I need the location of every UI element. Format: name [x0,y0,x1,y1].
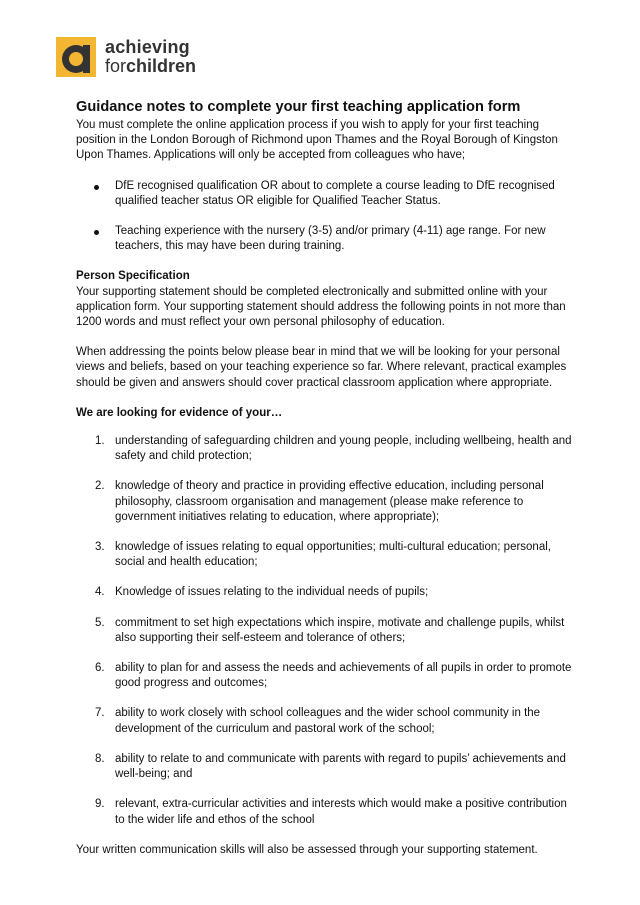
evidence-list [76,434,576,828]
logo-line-2-bold: children [126,56,197,76]
item-number: 6. [95,662,105,675]
item-number: 2. [95,480,105,493]
bullet-icon [94,185,99,190]
bullet-text: Teaching experience with the nursery (3-5) and/or primary (4-11) age range. For new teachers, this may have been during training. [115,225,546,253]
bullet-text: DfE recognised qualification OR about to complete a course leading to DfE recognised qualified teacher status OR eligible for Qualified Teacher Status. [115,179,555,207]
intro-paragraph: You must complete the online application process if you wish to apply for your first teaching position in the London Borough of Richmond upon Thames and the Royal Borough of Kingston Upon Thames. Applications will only be accepted from colleagues who have; [76,119,558,162]
item-number: 7. [95,707,105,720]
item-text: ability to relate to and communicate with parents with regard to pupils’ achievements and well-being; and [115,752,566,781]
list-item [76,661,576,691]
achieving-for-children-logo-icon [56,37,96,77]
item-text: commitment to set high expectations which inspire, motivate and challenge pupils, whilst also supporting their self-esteem and tolerance of others; [115,616,565,644]
list-item [76,616,576,646]
item-text: ability to plan for and assess the needs and achievements of all pupils in order to promote good progress and outcomes; [115,662,572,690]
item-text: understanding of safeguarding children and young people, including wellbeing, health and safety and child protection; [115,435,572,463]
item-number: 3. [95,541,105,554]
list-item [76,179,576,209]
item-text: ability to work closely with school colleagues and the wider school community in the development of the curriculum and pastoral work of the school; [115,707,541,735]
list-item [76,540,576,570]
bullet-icon [94,230,99,235]
item-number: 5. [95,616,105,629]
logo [56,37,196,77]
logo-line-2-light: for [105,56,127,76]
closing-paragraph: Your written communication skills will also be assessed through your supporting statement. [76,843,538,856]
item-number: 8. [95,752,105,765]
logo-line-1: achieving [105,37,190,57]
document-body [76,98,576,858]
list-item [76,479,576,525]
item-text: relevant, extra-curricular activities and interests which would make a positive contribution to the wider life and ethos of the school [115,798,567,826]
person-spec-paragraph-2: When addressing the points below please bear in mind that we will be looking for your personal views and beliefs, based on your teaching experience so far. Where relevant, practical examples should be given and answers should cover practical classroom application where appropriate. [76,346,567,389]
logo-line-2 [105,57,196,76]
logo-wordmark [105,38,196,76]
evidence-heading: We are looking for evidence of your… [76,406,283,419]
eligibility-list [76,179,576,255]
list-item [76,706,576,736]
item-text: knowledge of issues relating to equal opportunities; multi-cultural education; personal, social and health education; [115,541,551,569]
list-item [76,224,576,254]
list-item [76,797,576,827]
person-spec-heading: Person Specification [76,270,190,283]
item-number: 4. [95,586,105,599]
list-item [76,585,576,600]
item-text: Knowledge of issues relating to the individual needs of pupils; [115,586,429,599]
item-number: 9. [95,798,105,811]
person-spec-paragraph-1: Your supporting statement should be completed electronically and submitted online with your application form. Your supporting statement should address the following points in not more than 1200 words and must reflect your own personal philosophy of education. [76,285,566,329]
page-title: Guidance notes to complete your first teaching application form [76,99,521,115]
item-text: knowledge of theory and practice in providing effective education, including personal philosophy, classroom organisation and management (please make reference to government initiatives relating to education, where appropriate); [115,480,544,523]
list-item [76,434,576,464]
item-number: 1. [95,435,105,448]
list-item [76,752,576,782]
